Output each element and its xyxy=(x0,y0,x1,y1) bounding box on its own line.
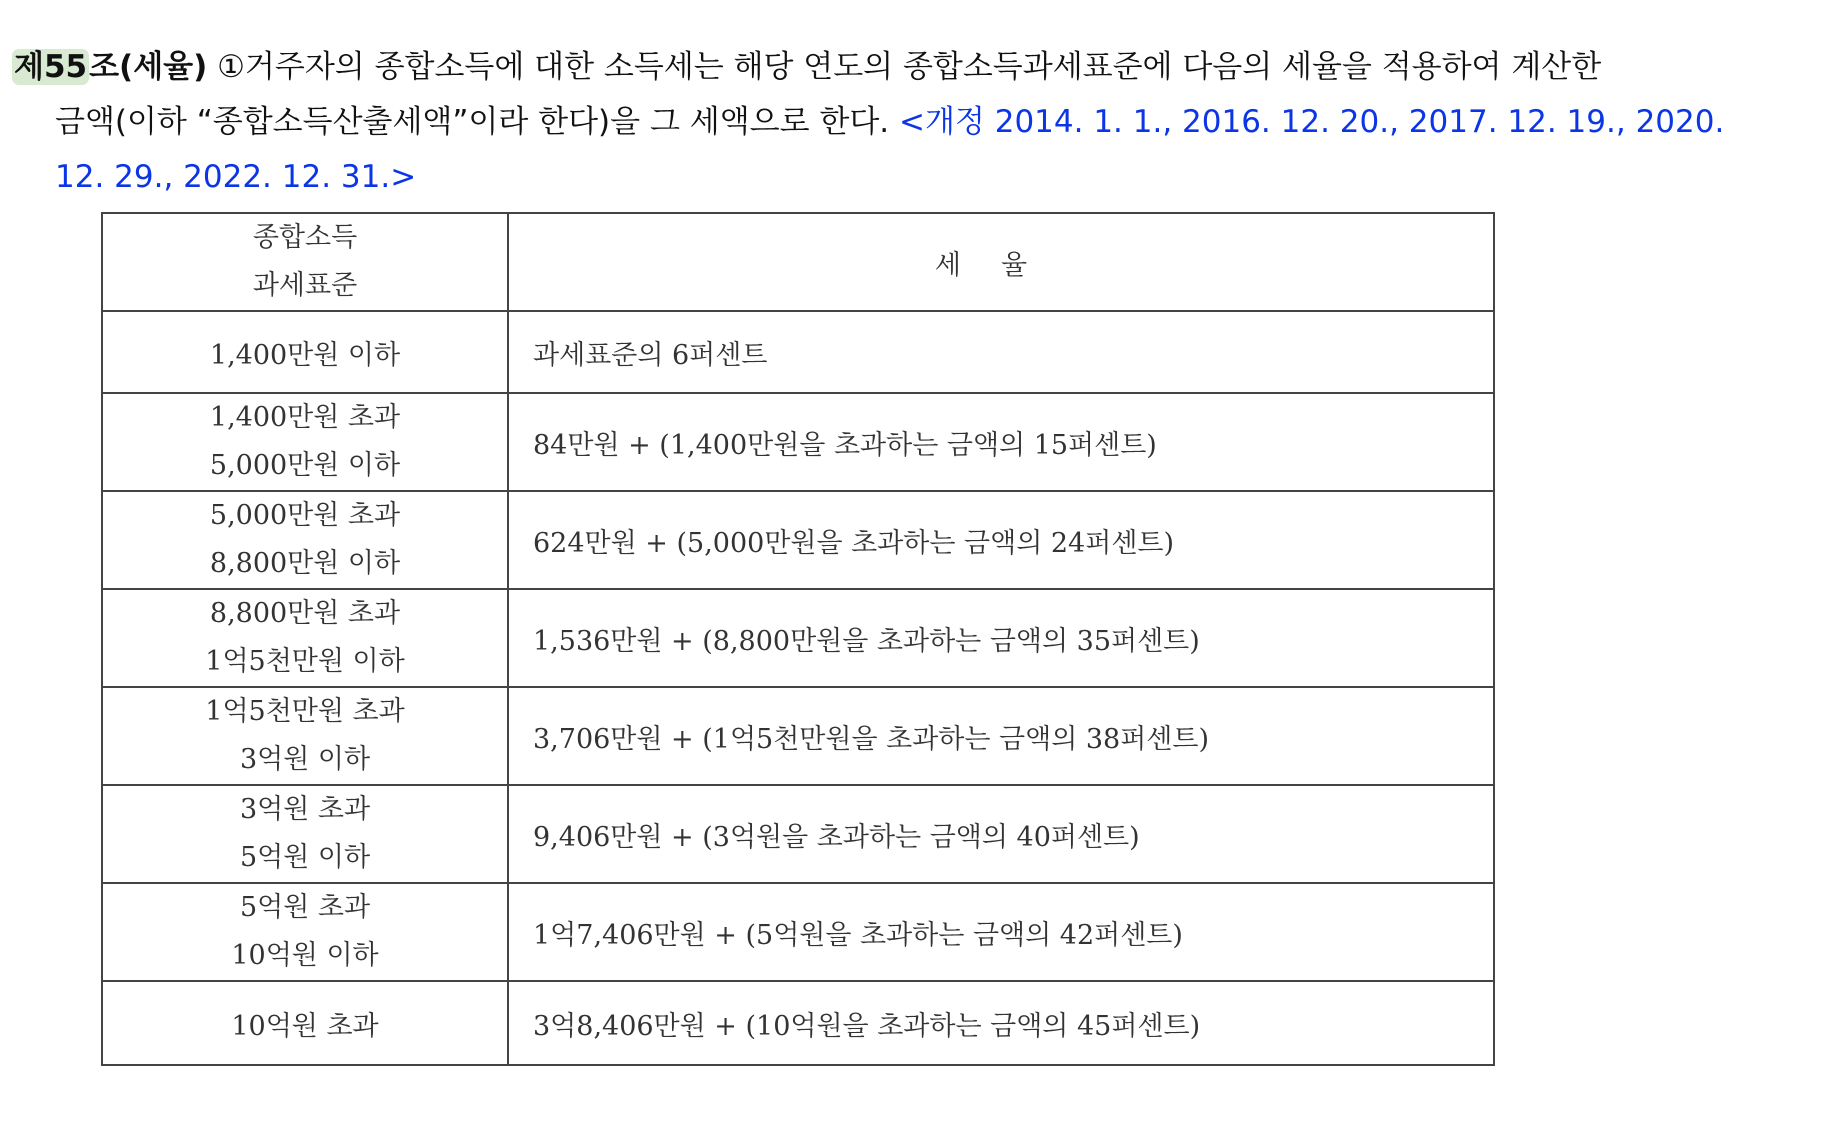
tax-base-lower: 5,000만원 초과 xyxy=(209,500,401,531)
article-number[interactable]: 제55 xyxy=(14,49,88,85)
tax-rate-cell: 1억7,406만원 + (5억원을 초과하는 금액의 42퍼센트) xyxy=(508,883,1494,981)
table-row xyxy=(102,785,1494,883)
article-paragraph xyxy=(12,40,1812,205)
tax-base-upper: 3억원 이하 xyxy=(239,744,371,775)
table-row xyxy=(102,981,1494,1065)
article-line-2 xyxy=(12,95,1812,150)
header-tax-base-line1: 종합소득 xyxy=(252,222,358,253)
tax-rate-cell: 과세표준의 6퍼센트 xyxy=(508,311,1494,393)
tax-base-cell xyxy=(102,393,508,491)
header-tax-base-line2: 과세표준 xyxy=(252,270,358,301)
tax-rate-cell: 3억8,406만원 + (10억원을 초과하는 금액의 45퍼센트) xyxy=(508,981,1494,1065)
tax-base-upper: 1억5천만원 이하 xyxy=(205,646,405,677)
table-header-row xyxy=(102,213,1494,311)
tax-rate-cell: 84만원 + (1,400만원을 초과하는 금액의 15퍼센트) xyxy=(508,393,1494,491)
table-row xyxy=(102,311,1494,393)
tax-base-upper: 5,000만원 이하 xyxy=(209,450,401,481)
table-row xyxy=(102,491,1494,589)
tax-base-cell xyxy=(102,687,508,785)
tax-rate-table xyxy=(101,212,1495,1066)
amendment-note[interactable]: <개정 2014. 1. 1., 2016. 12. 20., 2017. 12. 19., 2020. xyxy=(899,104,1725,140)
tax-base-text: 10억원 초과 xyxy=(231,1010,379,1042)
tax-base-cell xyxy=(102,589,508,687)
article-title: 조(세율) xyxy=(89,49,208,85)
tax-rate-cell: 1,536만원 + (8,800만원을 초과하는 금액의 35퍼센트) xyxy=(508,589,1494,687)
tax-base-lower: 5억원 초과 xyxy=(239,892,371,923)
table-row xyxy=(102,393,1494,491)
tax-base-upper: 10억원 이하 xyxy=(231,940,379,971)
amendment-note-cont[interactable]: 12. 29., 2022. 12. 31.> xyxy=(55,159,417,195)
tax-base-cell xyxy=(102,883,508,981)
header-tax-base xyxy=(102,213,508,311)
tax-base-lower: 3억원 초과 xyxy=(239,794,371,825)
article-line-3 xyxy=(12,150,1812,205)
table-row xyxy=(102,687,1494,785)
tax-rate-cell: 624만원 + (5,000만원을 초과하는 금액의 24퍼센트) xyxy=(508,491,1494,589)
tax-base-lower: 1억5천만원 초과 xyxy=(205,696,405,727)
header-tax-rate: 세율 xyxy=(508,213,1494,311)
tax-base-upper: 8,800만원 이하 xyxy=(209,548,401,579)
tax-base-cell xyxy=(102,311,508,393)
article-text-1: ①거주자의 종합소득에 대한 소득세는 해당 연도의 종합소득과세표준에 다음의 세율을 적용하여 계산한 xyxy=(207,49,1602,85)
article-line-1 xyxy=(12,40,1812,95)
tax-base-lower: 8,800만원 초과 xyxy=(209,598,401,629)
tax-base-cell xyxy=(102,785,508,883)
table-row xyxy=(102,883,1494,981)
tax-rate-cell: 9,406만원 + (3억원을 초과하는 금액의 40퍼센트) xyxy=(508,785,1494,883)
tax-base-text: 1,400만원 이하 xyxy=(209,339,401,371)
article-text-2: 금액(이하 “종합소득산출세액”이라 한다)을 그 세액으로 한다. xyxy=(55,104,899,140)
tax-rate-cell: 3,706만원 + (1억5천만원을 초과하는 금액의 38퍼센트) xyxy=(508,687,1494,785)
tax-base-upper: 5억원 이하 xyxy=(239,842,371,873)
tax-base-lower: 1,400만원 초과 xyxy=(209,402,401,433)
table-row xyxy=(102,589,1494,687)
tax-base-cell xyxy=(102,981,508,1065)
tax-base-cell xyxy=(102,491,508,589)
